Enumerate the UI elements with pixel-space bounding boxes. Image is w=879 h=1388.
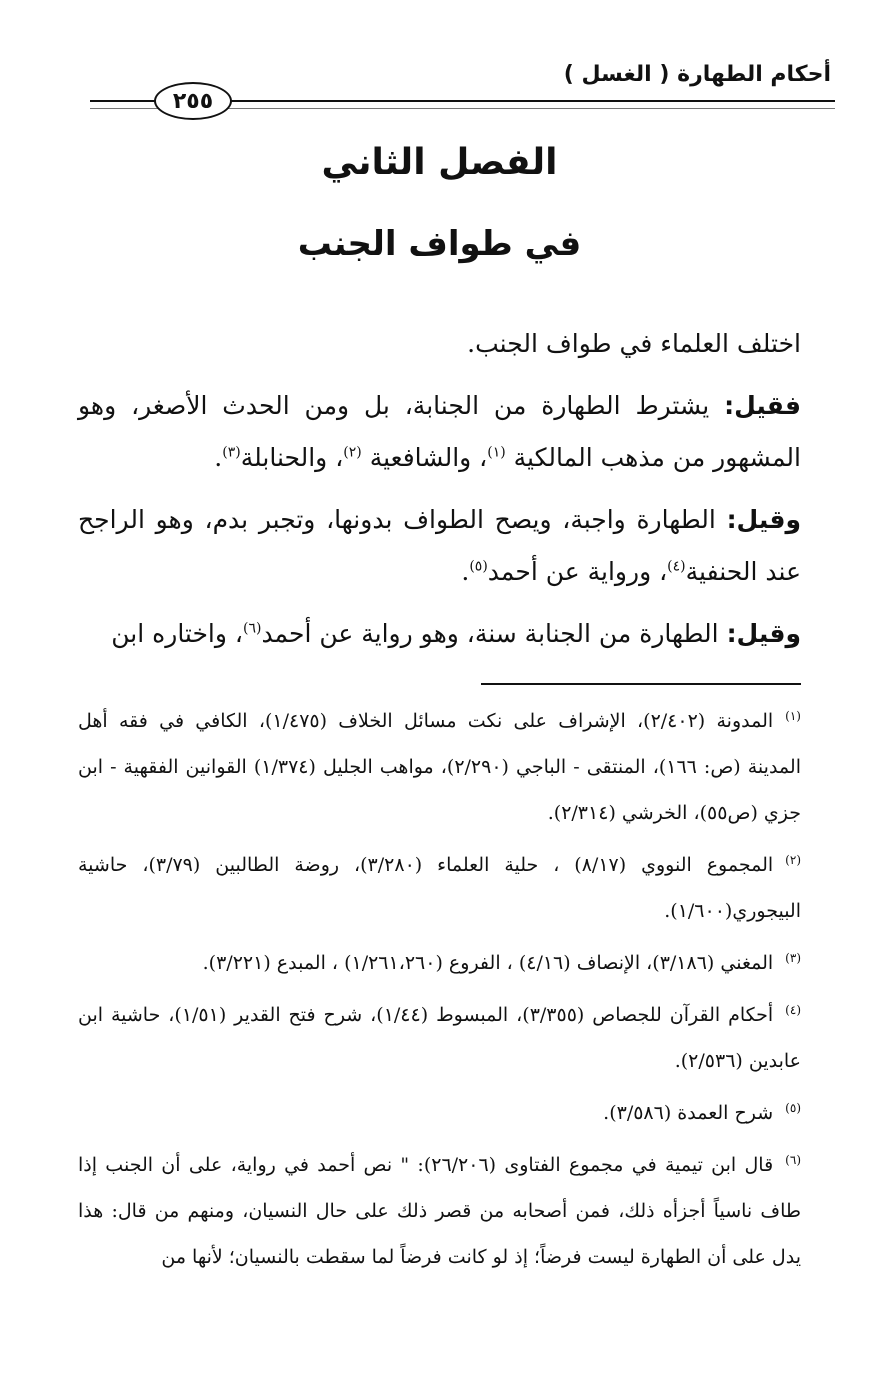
footnote bbox=[78, 1142, 801, 1280]
footnote-number: (٤) bbox=[785, 1002, 801, 1017]
footnote-number: (٥) bbox=[785, 1100, 801, 1115]
footnote-ref[interactable]: (٢) bbox=[343, 444, 362, 461]
paragraph-first-opinion bbox=[78, 380, 801, 484]
footnote-text: شرح العمدة (٣/٥٨٦). bbox=[603, 1102, 774, 1124]
footnote-text: المغني (٣/١٨٦)، الإنصاف (٤/١٦) ، الفروع (١/٢٦١،٢٦٠) ، المبدع (٣/٢٢١). bbox=[202, 952, 774, 974]
footnote bbox=[78, 940, 801, 986]
footnote-ref[interactable]: (١) bbox=[487, 444, 506, 461]
paragraph-text: . bbox=[214, 443, 223, 472]
footnote-ref[interactable]: (٥) bbox=[469, 558, 488, 575]
footnotes bbox=[78, 698, 801, 1286]
running-head: أحكام الطهارة ( الغسل ) bbox=[563, 62, 831, 87]
footnote-separator bbox=[481, 683, 801, 685]
paragraph-text: ، ورواية عن أحمد bbox=[487, 557, 668, 586]
paragraph-text: . bbox=[461, 557, 470, 586]
footnote-number: (٣) bbox=[785, 950, 801, 965]
footnote-text: قال ابن تيمية في مجموع الفتاوى (٢٦/٢٠٦): " نص أحمد في رواية، على أن الجنب إذا طاف ناسياً أجزأه ذلك، فمن أصحابه من قصر ذلك على حال النسيان، ومنهم من قال: هذا يدل على أن الطهارة ليست فرضاً؛ إذ لو كانت فرضاً لما سقطت بالنسيان؛ لأنها من bbox=[78, 1154, 801, 1268]
chapter-title: الفصل الثاني bbox=[321, 142, 558, 183]
paragraph-text: الطهارة واجبة، ويصح الطواف بدونها، وتجبر بدم، وهو الراجح عند الحنفية bbox=[78, 505, 801, 586]
footnote-text: المدونة (٢/٤٠٢)، الإشراف على نكت مسائل الخلاف (١/٤٧٥)، الكافي في فقه أهل المدينة (ص: ١٦٦)، المنتقى - الباجي (٢/٢٩٠)، مواهب الجليل (١/٣٧٤) القوانين الفقهية - ابن جزي (ص٥٥)، الخرشي (٢/٣١٤). bbox=[78, 710, 801, 824]
footnote-text: المجموع النووي (٨/١٧) ، حلية العلماء (٣/٢٨٠)، روضة الطالبين (٣/٧٩)، حاشية البيجوري(١/٦٠٠). bbox=[78, 854, 801, 922]
paragraph-text: ، والحنابلة bbox=[240, 443, 344, 472]
footnote-number: (٦) bbox=[785, 1152, 801, 1167]
opinion-lead: فقيل: bbox=[724, 391, 801, 420]
main-text bbox=[78, 318, 801, 670]
paragraph-third-opinion bbox=[78, 608, 801, 660]
footnote-ref[interactable]: (٣) bbox=[222, 444, 241, 461]
opinion-lead: وقيل: bbox=[726, 505, 801, 534]
footnote-ref[interactable]: (٦) bbox=[242, 620, 262, 637]
footnote bbox=[78, 698, 801, 836]
paragraph-text: يشترط الطهارة من الجنابة، بل ومن الحدث الأصغر، وهو المشهور من مذهب المالكية bbox=[78, 391, 801, 472]
footnote-number: (٢) bbox=[785, 852, 801, 867]
paragraph-text: ، واختاره ابن bbox=[111, 619, 243, 648]
footnote bbox=[78, 1090, 801, 1136]
intro-paragraph: اختلف العلماء في طواف الجنب. bbox=[467, 329, 801, 358]
footnote bbox=[78, 992, 801, 1084]
section-title: في طواف الجنب bbox=[297, 224, 582, 264]
footnote-ref[interactable]: (٤) bbox=[667, 558, 686, 575]
paragraph-second-opinion bbox=[78, 494, 801, 598]
footnote-number: (١) bbox=[785, 708, 801, 723]
footnote-text: أحكام القرآن للجصاص (٣/٣٥٥)، المبسوط (١/٤٤)، شرح فتح القدير (١/٥١)، حاشية ابن عابدين (٢/٥٣٦). bbox=[78, 1004, 801, 1072]
footnote bbox=[78, 842, 801, 934]
page-number: ٢٥٥ bbox=[154, 82, 232, 120]
opinion-lead: وقيل: bbox=[726, 619, 801, 648]
paragraph-text: ، والشافعية bbox=[361, 443, 488, 472]
paragraph-text: الطهارة من الجنابة سنة، وهو رواية عن أحمد bbox=[261, 619, 727, 648]
